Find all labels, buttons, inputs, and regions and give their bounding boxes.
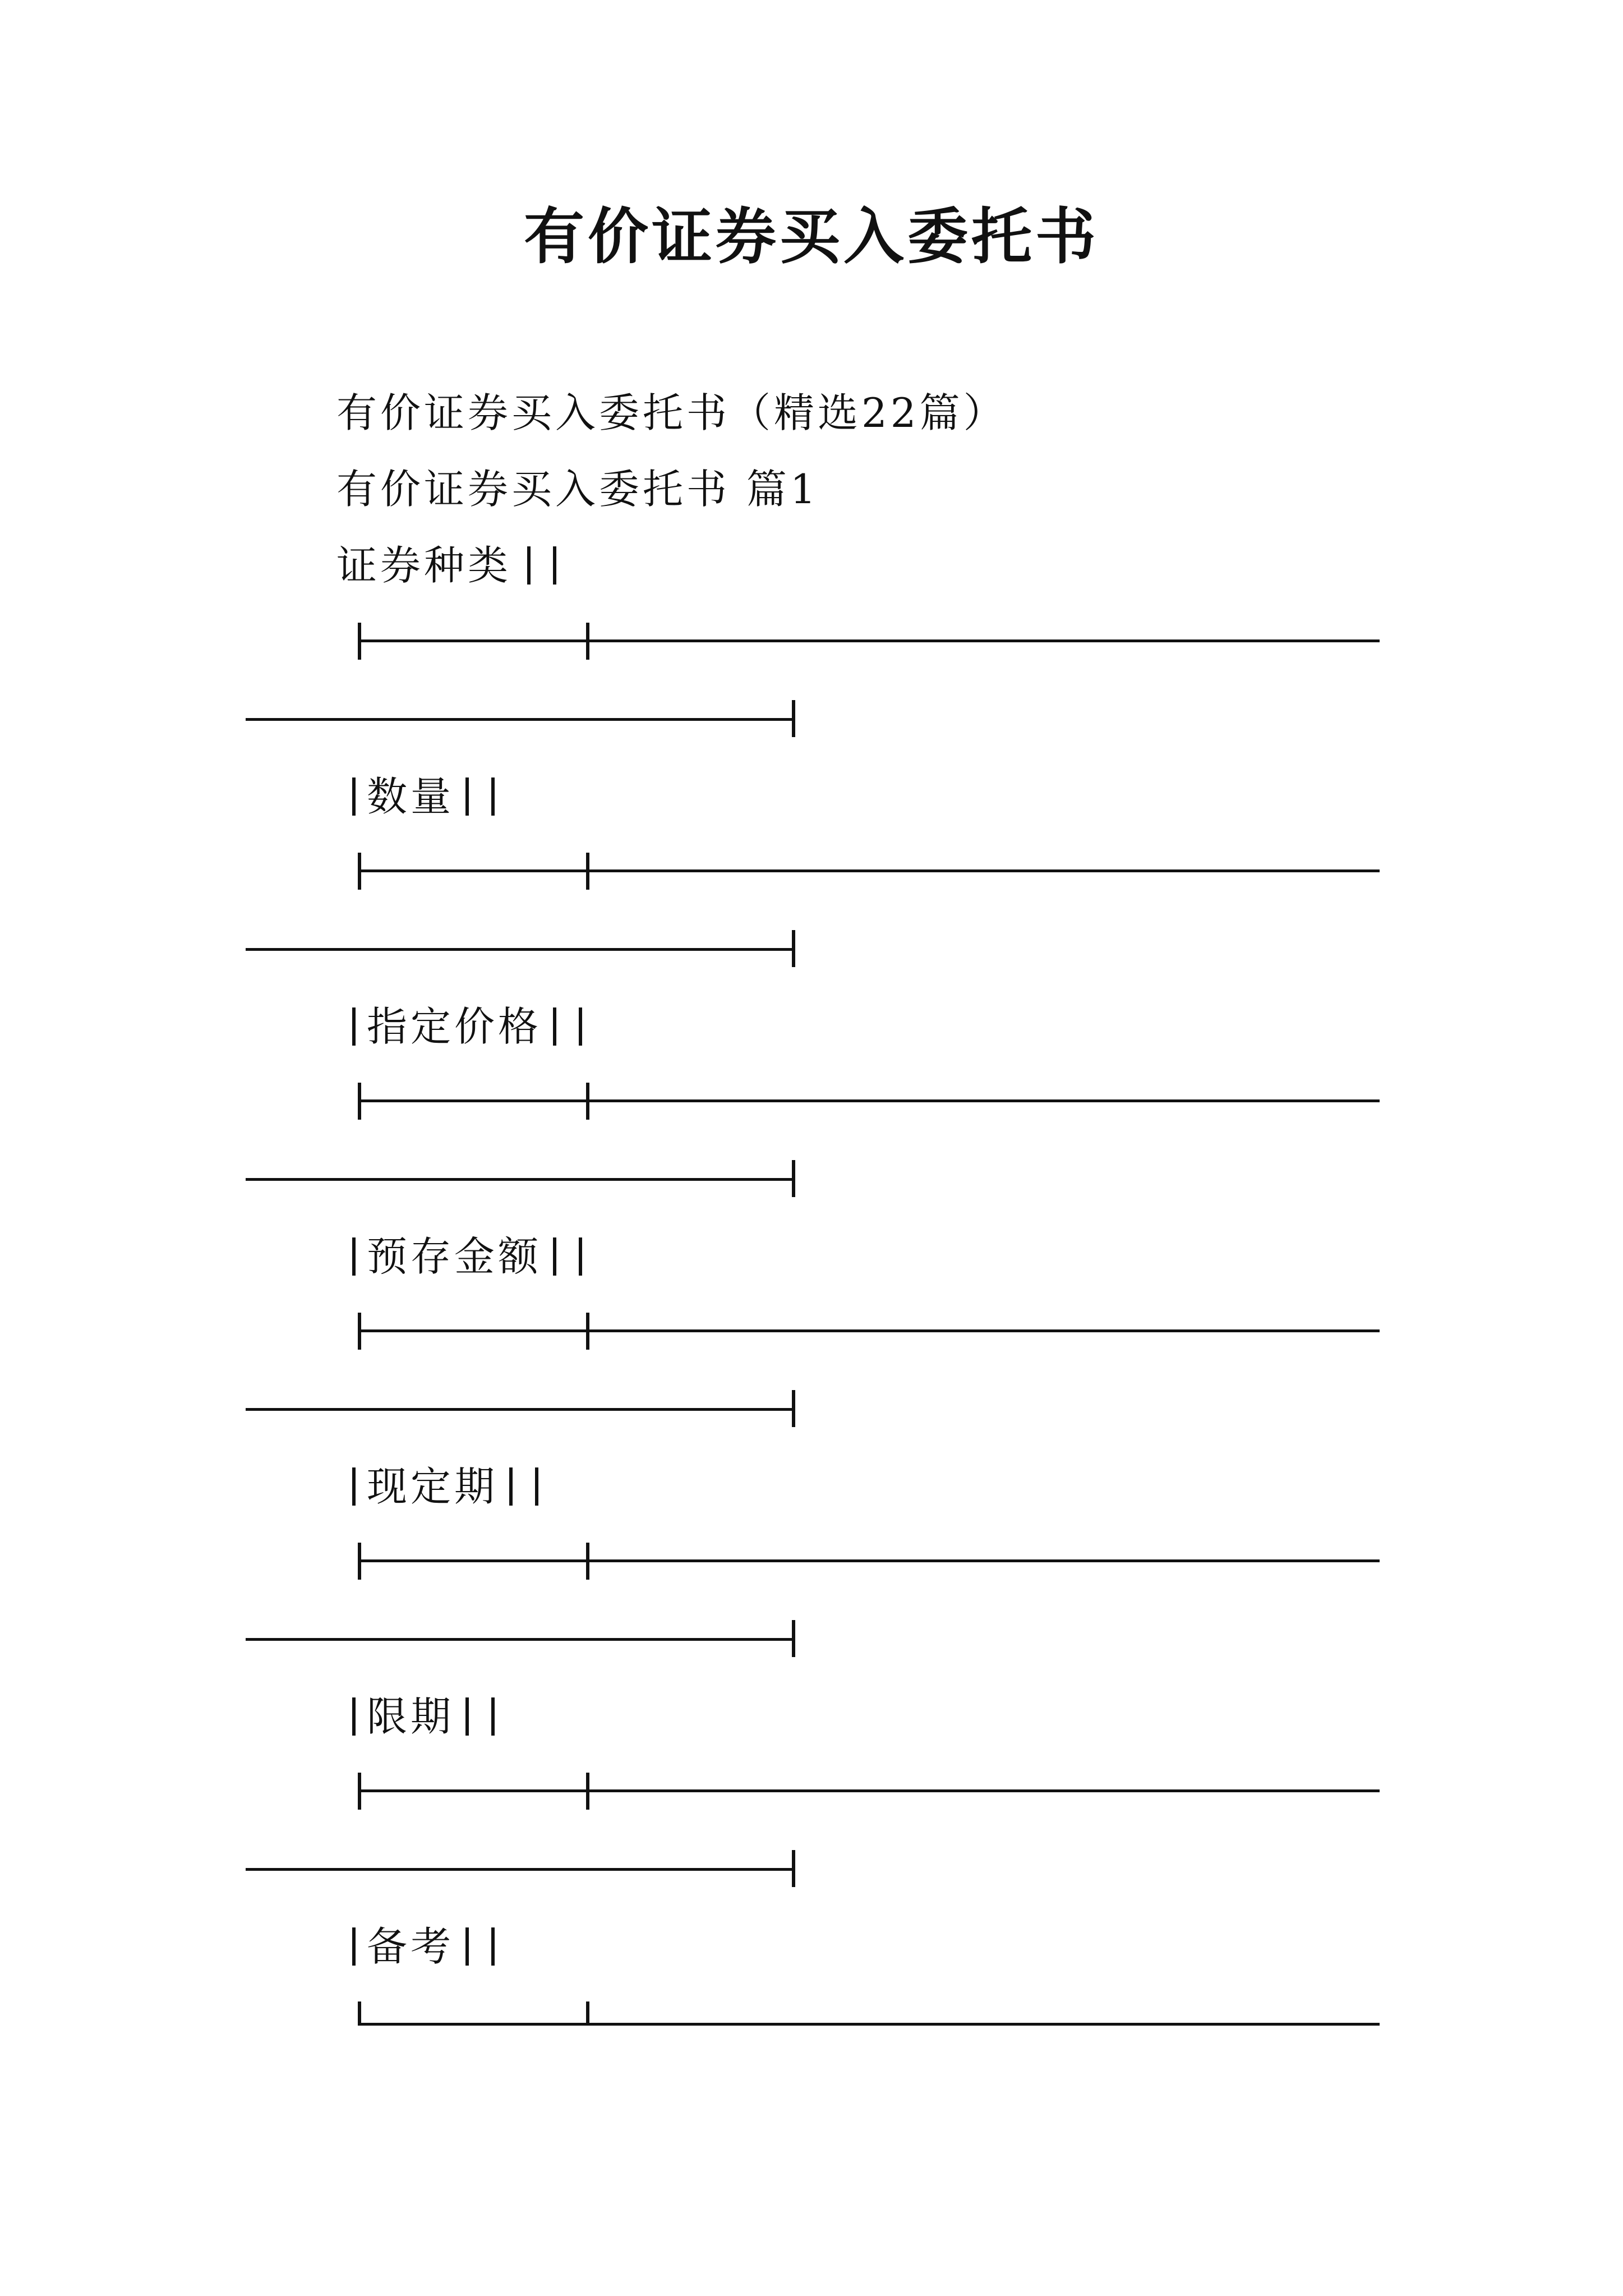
table-row-label — [336, 769, 506, 825]
document-title: 有价证券买入委托书 — [523, 201, 1099, 272]
section-heading: 有价证券买入委托书 篇1 — [336, 466, 819, 513]
cell-text: 现定期 — [367, 1463, 499, 1510]
cell-separator — [352, 1697, 356, 1736]
intro-line: 有价证券买入委托书（精选22篇） — [336, 389, 1007, 436]
cell-text: 限期 — [367, 1693, 455, 1740]
table-row-label — [336, 537, 568, 593]
cell-separator — [491, 1697, 495, 1736]
cell-separator — [465, 1927, 469, 1966]
cell-separator — [352, 1237, 356, 1276]
cell-text: 数量 — [367, 773, 455, 820]
table-row-label — [336, 1918, 506, 1975]
cell-separator — [465, 1697, 469, 1736]
cell-text: 证券种类 — [336, 542, 512, 589]
table-row-label — [336, 999, 593, 1055]
cell-text: 备考 — [367, 1923, 455, 1970]
cell-separator — [491, 777, 495, 816]
cell-separator — [491, 1927, 495, 1966]
cell-separator — [579, 1237, 582, 1276]
cell-separator — [527, 546, 531, 585]
cell-separator — [352, 1467, 356, 1506]
table-row-label — [336, 1458, 550, 1515]
cell-separator — [579, 1007, 582, 1046]
cell-separator — [509, 1467, 513, 1506]
table-row-label — [336, 1228, 593, 1285]
cell-separator — [553, 1007, 556, 1046]
cell-separator — [553, 1237, 556, 1276]
cell-separator — [465, 777, 469, 816]
cell-text: 预存金额 — [367, 1233, 542, 1280]
cell-separator — [352, 1007, 356, 1046]
table-row-label — [336, 1688, 506, 1745]
cell-separator — [553, 546, 556, 585]
cell-text: 指定价格 — [367, 1003, 542, 1050]
cell-separator — [352, 777, 356, 816]
cell-separator — [352, 1927, 356, 1966]
cell-separator — [535, 1467, 538, 1506]
